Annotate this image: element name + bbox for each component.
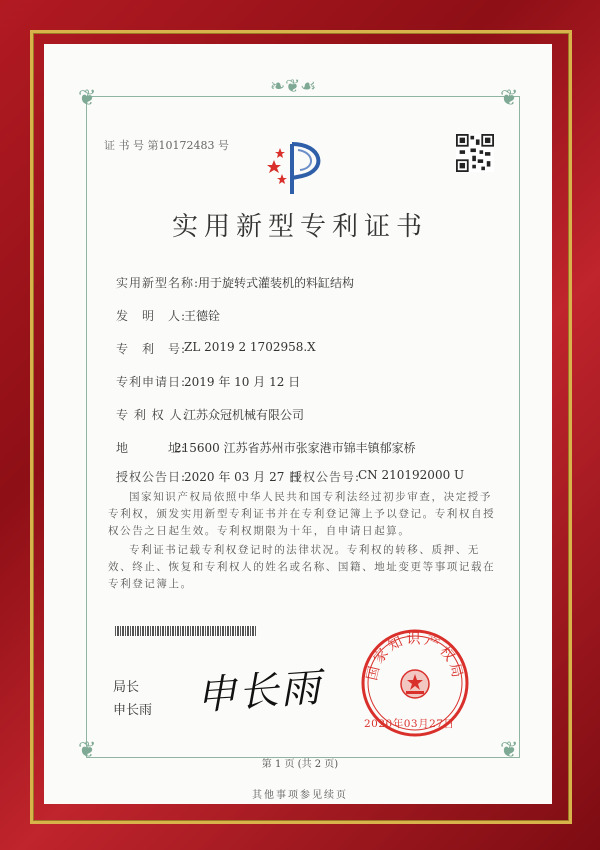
barcode [115,626,257,636]
certificate-number: 证 书 号 第10172483 号 [104,139,229,152]
field-label-patent-number: 专 利 号: [116,342,187,356]
field-value-inventor: 王德铨 [184,309,221,323]
field-label-grant-date: 授权公告日: [116,470,187,484]
corner-ornament-icon: ❦ [78,86,97,111]
field-label-inventor: 发 明 人: [116,309,187,323]
certificate-title: 实用新型专利证书 [171,212,428,242]
top-ornament-icon: ❧❦☙ [270,76,317,97]
field-value-patent-number: ZL 2019 2 1702958.X [184,340,316,354]
seal-text: 国家知识产权局 [364,631,466,683]
field-value-grant-date: 2020 年 03 月 27 日 [184,470,301,484]
corner-ornament-icon: ❦ [500,86,519,111]
page-number: 第 1 页 (共 2 页) [261,759,339,770]
cnipa-logo-icon [262,140,336,198]
corner-ornament-icon: ❦ [78,738,97,763]
announcement-number: CN 210192000 U [358,468,465,482]
field-label-name: 实用新型名称: [116,276,200,290]
field-label-application-date: 专利申请日: [116,375,187,389]
field-label-address: 地 址: [116,441,187,455]
field-value-name: 用于旋转式灌装机的料缸结构 [198,276,355,290]
director-signature: 申长雨 [194,664,324,720]
grant-statement: 国家知识产权局依照中华人民共和国专利法经过初步审查，决定授予专利权，颁发实用新型专利证书并在专利登记簿上予以登记。专利权自授权公告之日起生效。专利权期限为十年，自申请日起算。 [108,491,496,537]
legal-status-statement: 专利证书记载专利权登记时的法律状况。专利权的转移、质押、无效、终止、恢复和专利权人的姓名或名称、国籍、地址变更等事项记载在专利登记簿上。 [108,544,496,590]
field-value-application-date: 2019 年 10 月 12 日 [184,375,301,389]
corner-ornament-icon: ❦ [500,738,519,763]
national-emblem-icon [401,670,429,698]
seal-date: 2020年03月27日 [364,718,455,730]
announcement-number-label: 授权公告号: [290,470,361,484]
field-value-patentee: 江苏众冠机械有限公司 [184,408,305,422]
director-title: 局长 [113,680,140,695]
director-name: 申长雨 [113,703,153,718]
footer-note: 其他事项参见续页 [252,790,348,801]
qr-code-icon [456,134,494,172]
field-value-address: 215600 江苏省苏州市张家港市锦丰镇郁家桥 [174,441,416,455]
field-label-patentee: 专 利 权 人: [116,408,188,422]
